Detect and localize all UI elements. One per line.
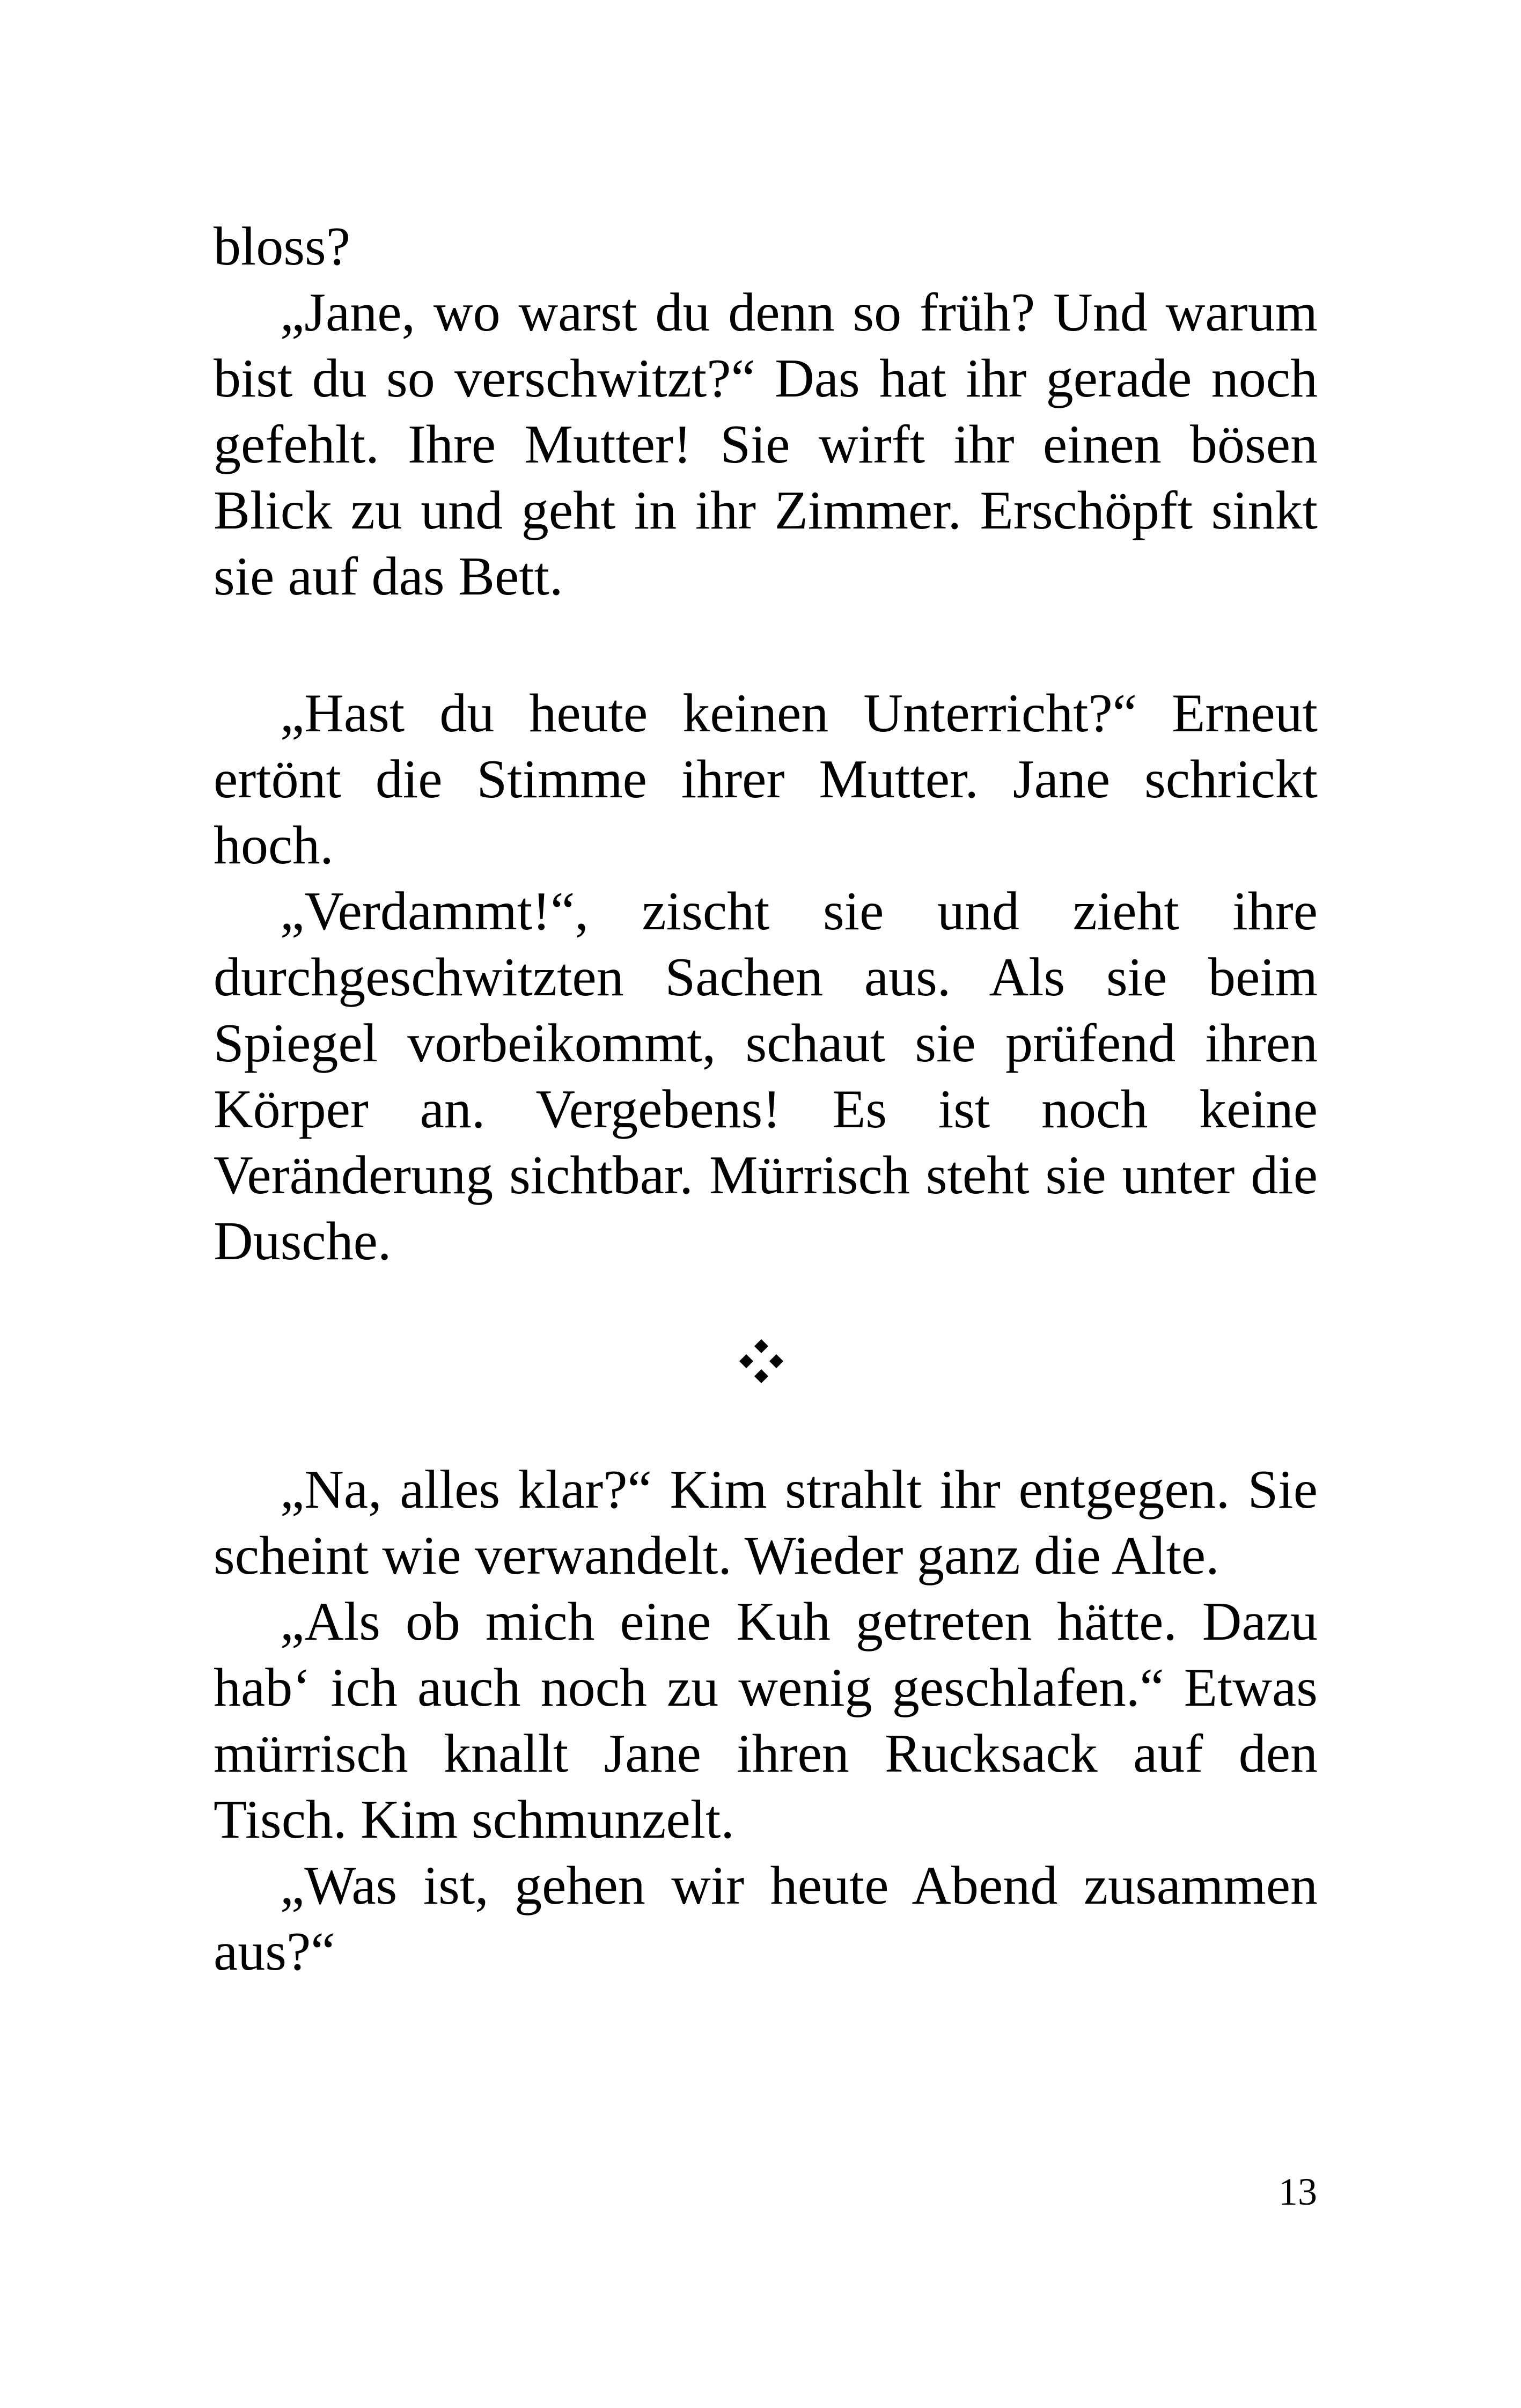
paragraph: „Hast du heute keinen Unterricht?“ Erneut ertönt die Stimme ihrer Mutter. Jane schrickt hoch. — [214, 683, 1318, 876]
paragraph: bloss? — [214, 216, 350, 277]
page-number: 13 — [1278, 2170, 1317, 2213]
paragraph: „Jane, wo warst du denn so früh? Und warum bist du so verschwitzt?“ Das hat ihr gerade noch gefehlt. Ihre Mutter! Sie wirft ihr einen bösen Blick zu und geht in ihr Zimmer. Erschöpft sinkt sie auf das Bett. — [214, 282, 1318, 607]
paragraph: „Na, alles klar?“ Kim strahlt ihr entgegen. Sie scheint wie verwandelt. Wieder ganz die Alte. — [214, 1459, 1318, 1586]
text-section-2 — [214, 680, 1318, 1274]
diamond-ornament-icon — [737, 1337, 785, 1385]
text-section-1 — [214, 214, 1318, 610]
paragraph: „Was ist, gehen wir heute Abend zusammen aus?“ — [214, 1855, 1318, 1982]
paragraph: „Verdammt!“, zischt sie und zieht ihre durchgeschwitzten Sachen aus. Als sie beim Spiegel vorbeikommt, schaut sie prüfend ihren Körper an. Vergebens! Es ist noch keine Veränderung sichtbar. Mürrisch steht sie unter die Dusche. — [214, 881, 1318, 1272]
paragraph: „Als ob mich eine Kuh getreten hätte. Dazu hab‘ ich auch noch zu wenig geschlafen.“ Etwas mürrisch knallt Jane ihren Rucksack auf den Tisch. Kim schmunzelt. — [214, 1591, 1318, 1850]
text-section-3 — [214, 1457, 1318, 1985]
